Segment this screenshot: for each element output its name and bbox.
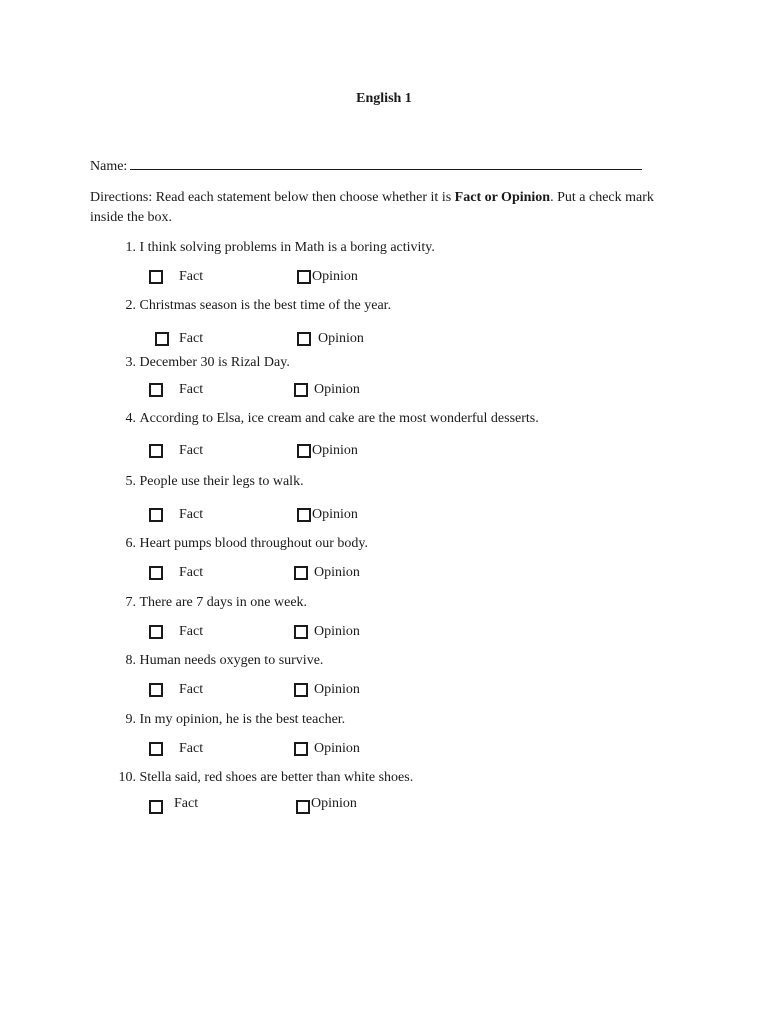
q1-opinion-option[interactable] [297, 269, 358, 285]
question-4 [90, 411, 539, 427]
q2-fact-option[interactable] [155, 331, 203, 347]
opinion-label: Opinion [312, 269, 358, 284]
question-number: 3. [125, 355, 136, 370]
question-text: I think solving problems in Math is a boring activity. [139, 240, 435, 255]
fact-label: Fact [179, 269, 204, 284]
opinion-checkbox[interactable] [294, 625, 308, 639]
fact-checkbox[interactable] [149, 383, 163, 397]
fact-label: Fact [179, 507, 204, 522]
fact-checkbox[interactable] [149, 683, 163, 697]
opinion-label: Opinion [318, 331, 364, 346]
question-number: 1. [125, 240, 136, 255]
fact-label: Fact [179, 382, 204, 397]
question-text: Human needs oxygen to survive. [139, 653, 324, 668]
opinion-label: Opinion [314, 741, 360, 756]
question-number: 5. [125, 474, 136, 489]
opinion-label: Opinion [314, 382, 360, 397]
opinion-label: Opinion [312, 443, 358, 458]
fact-label: Fact [179, 443, 204, 458]
question-text: People use their legs to walk. [139, 474, 304, 489]
q7-opinion-option[interactable] [294, 624, 360, 640]
name-label: Name: [90, 159, 128, 174]
q6-opinion-option[interactable] [294, 565, 360, 581]
q1-fact-option[interactable] [149, 269, 203, 285]
question-text: Christmas season is the best time of the year. [139, 298, 392, 313]
opinion-checkbox[interactable] [294, 566, 308, 580]
directions-text: Directions: Read each statement below then choose whether it is [90, 190, 455, 205]
q4-opinion-option[interactable] [297, 443, 358, 459]
directions [90, 188, 680, 228]
opinion-checkbox[interactable] [297, 332, 311, 346]
opinion-checkbox[interactable] [294, 383, 308, 397]
fact-checkbox[interactable] [149, 270, 163, 284]
q3-opinion-option[interactable] [294, 382, 360, 398]
fact-checkbox[interactable] [149, 800, 163, 814]
question-8 [90, 653, 323, 669]
question-1 [90, 240, 435, 256]
name-field [90, 156, 642, 175]
q5-opinion-option[interactable] [297, 507, 358, 523]
opinion-checkbox[interactable] [297, 508, 311, 522]
opinion-checkbox[interactable] [296, 800, 310, 814]
question-number: 8. [125, 653, 136, 668]
opinion-checkbox[interactable] [294, 742, 308, 756]
opinion-label: Opinion [311, 796, 357, 811]
q7-fact-option[interactable] [149, 624, 203, 640]
fact-label: Fact [179, 331, 204, 346]
fact-label: Fact [179, 624, 204, 639]
q6-fact-option[interactable] [149, 565, 203, 581]
question-text: December 30 is Rizal Day. [139, 355, 290, 370]
fact-checkbox[interactable] [149, 742, 163, 756]
opinion-label: Opinion [314, 565, 360, 580]
question-number: 2. [125, 298, 136, 313]
q2-opinion-option[interactable] [297, 331, 364, 347]
opinion-label: Opinion [312, 507, 358, 522]
question-text: In my opinion, he is the best teacher. [139, 712, 346, 727]
q10-opinion-option[interactable] [296, 796, 357, 815]
fact-checkbox[interactable] [149, 566, 163, 580]
q5-fact-option[interactable] [149, 507, 203, 523]
opinion-checkbox[interactable] [297, 270, 311, 284]
question-2 [90, 298, 391, 314]
directions-emphasis: Fact or Opinion [454, 190, 551, 205]
question-text: There are 7 days in one week. [139, 595, 308, 610]
question-6 [90, 536, 368, 552]
fact-label: Fact [174, 796, 199, 811]
question-text: Stella said, red shoes are better than white shoes. [139, 770, 414, 785]
opinion-checkbox[interactable] [294, 683, 308, 697]
question-10 [90, 770, 413, 786]
question-text: Heart pumps blood throughout our body. [139, 536, 369, 551]
q3-fact-option[interactable] [149, 382, 203, 398]
fact-checkbox[interactable] [149, 444, 163, 458]
page-title: English 1 [356, 91, 412, 106]
question-number: 4. [125, 411, 136, 426]
q9-opinion-option[interactable] [294, 741, 360, 757]
fact-checkbox[interactable] [149, 625, 163, 639]
q9-fact-option[interactable] [149, 741, 203, 757]
question-number: 9. [125, 712, 136, 727]
directions-text-end: . Put a check mark inside the box. [90, 190, 654, 225]
question-number: 7. [125, 595, 136, 610]
name-blank-line[interactable] [130, 156, 642, 170]
opinion-label: Opinion [314, 682, 360, 697]
fact-label: Fact [179, 565, 204, 580]
opinion-label: Opinion [314, 624, 360, 639]
q8-fact-option[interactable] [149, 682, 203, 698]
q4-fact-option[interactable] [149, 443, 203, 459]
fact-label: Fact [179, 682, 204, 697]
question-9 [90, 712, 345, 728]
question-3 [90, 355, 290, 371]
q8-opinion-option[interactable] [294, 682, 360, 698]
question-number: 10. [118, 770, 136, 785]
question-5 [90, 474, 304, 490]
q10-fact-option[interactable] [149, 796, 199, 815]
fact-checkbox[interactable] [149, 508, 163, 522]
fact-label: Fact [179, 741, 204, 756]
question-7 [90, 595, 307, 611]
opinion-checkbox[interactable] [297, 444, 311, 458]
fact-checkbox[interactable] [155, 332, 169, 346]
question-text: According to Elsa, ice cream and cake are the most wonderful desserts. [139, 411, 539, 426]
question-number: 6. [125, 536, 136, 551]
